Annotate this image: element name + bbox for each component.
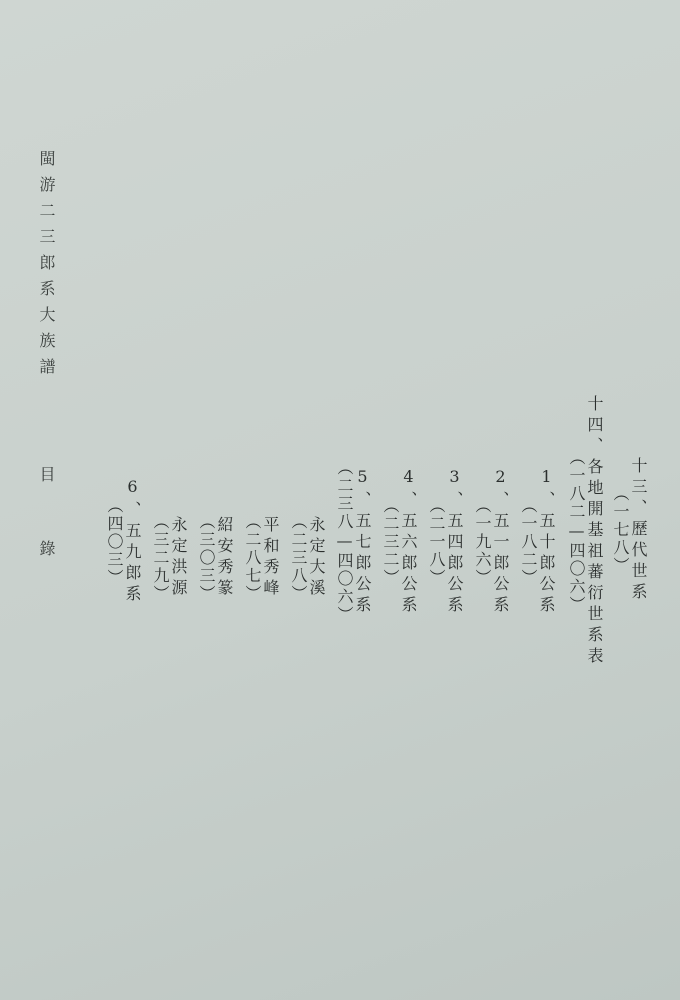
entry-page: （一八二—四〇六）	[567, 448, 586, 614]
toc-heading-mu: 目	[37, 466, 56, 482]
toc-entry	[568, 154, 602, 908]
toc-entry	[428, 175, 462, 908]
toc-heading-lu: 錄	[37, 540, 56, 556]
entry-page: （四〇三）	[105, 496, 124, 587]
entry-page: （一七八）	[611, 485, 630, 575]
entry-title: 永定洪源	[169, 516, 188, 600]
entry-page: （二三八—四〇六）	[335, 459, 354, 624]
entry-title: 永定大溪	[307, 516, 326, 600]
entry-title: 3、五四郎公系	[445, 466, 464, 617]
entry-page: （二八七）	[243, 513, 262, 603]
entry-title: 6、五九郎系	[123, 477, 142, 606]
entry-title: 5、五七郎公系	[353, 466, 372, 617]
entry-title: 紹安秀篆	[215, 516, 234, 600]
toc-entry	[520, 175, 554, 908]
entry-title: 十三、歷代世系	[629, 456, 648, 604]
toc-entry	[198, 208, 232, 908]
entry-title: 4、五六郎公系	[399, 466, 418, 617]
book-title: 閩游二三郎系大族譜	[37, 150, 56, 384]
toc-entry	[382, 175, 416, 908]
entry-page: （一八二）	[519, 496, 538, 587]
toc-entry	[244, 208, 278, 908]
entry-title: 2、五一郎公系	[491, 466, 510, 617]
entry-title: 十四、各地開基祖蕃衍世系表	[585, 394, 604, 668]
toc-entry	[106, 175, 140, 908]
entry-title: 平和秀峰	[261, 516, 280, 600]
entry-page: （二三八）	[289, 513, 308, 603]
toc-entry	[336, 175, 370, 908]
entry-page: （一九六）	[473, 496, 492, 587]
entry-page: （二三二）	[381, 496, 400, 587]
toc-entry	[474, 175, 508, 908]
toc-entry	[290, 208, 324, 908]
entry-page: （三二九）	[151, 513, 170, 603]
entry-page: （二一八）	[427, 496, 446, 587]
entry-title: 1、五十郎公系	[537, 466, 556, 617]
toc-entry	[612, 154, 646, 906]
toc-entry	[152, 208, 186, 908]
entry-page: （三〇三）	[197, 513, 216, 603]
